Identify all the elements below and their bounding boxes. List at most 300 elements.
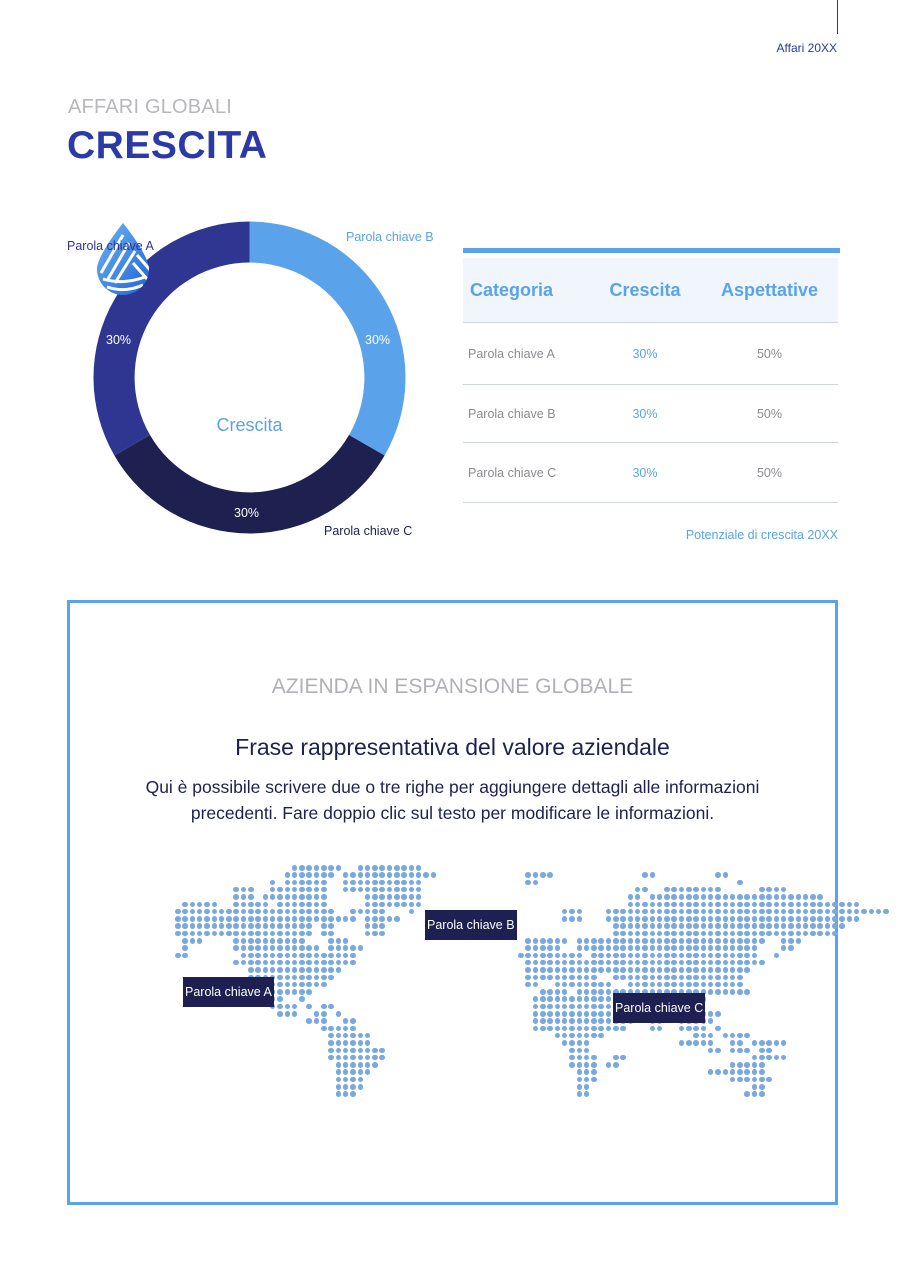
map-dot bbox=[401, 865, 407, 871]
map-dot bbox=[657, 975, 663, 981]
map-dot bbox=[431, 872, 437, 878]
map-dot bbox=[620, 916, 626, 922]
map-dot bbox=[569, 1026, 575, 1032]
map-dot bbox=[277, 945, 283, 951]
map-dot bbox=[277, 887, 283, 893]
map-label-c: Parola chiave C bbox=[613, 993, 705, 1023]
map-dot bbox=[197, 938, 203, 944]
map-dot bbox=[759, 931, 765, 937]
map-dot bbox=[584, 1018, 590, 1024]
map-dot bbox=[248, 902, 254, 908]
map-dot bbox=[752, 1069, 758, 1075]
map-dot bbox=[226, 931, 232, 937]
map-dot bbox=[306, 887, 312, 893]
map-dot bbox=[598, 1004, 604, 1010]
map-dot bbox=[277, 975, 283, 981]
map-dot bbox=[416, 894, 422, 900]
map-dot bbox=[328, 872, 334, 878]
map-dot bbox=[839, 916, 845, 922]
map-dot bbox=[328, 931, 334, 937]
map-dot bbox=[533, 953, 539, 959]
map-dot bbox=[336, 1055, 342, 1061]
map-dot bbox=[744, 960, 750, 966]
map-dot bbox=[562, 1040, 568, 1046]
map-dot bbox=[255, 902, 261, 908]
map-dot bbox=[285, 931, 291, 937]
map-dot bbox=[832, 902, 838, 908]
map-dot bbox=[817, 894, 823, 900]
map-dot bbox=[321, 872, 327, 878]
map-dot bbox=[832, 923, 838, 929]
map-dot bbox=[708, 945, 714, 951]
map-dot bbox=[336, 1084, 342, 1090]
map-dot bbox=[693, 1026, 699, 1032]
map-dot bbox=[336, 916, 342, 922]
map-dot bbox=[328, 1040, 334, 1046]
map-dot bbox=[635, 902, 641, 908]
map-dot bbox=[299, 996, 305, 1002]
map-dot bbox=[796, 902, 802, 908]
map-dot bbox=[270, 938, 276, 944]
map-dot bbox=[635, 953, 641, 959]
map-dot bbox=[248, 887, 254, 893]
map-dot bbox=[584, 1040, 590, 1046]
map-dot bbox=[781, 887, 787, 893]
map-dot bbox=[584, 938, 590, 944]
map-dot bbox=[569, 916, 575, 922]
map-dot bbox=[803, 916, 809, 922]
map-dot bbox=[642, 931, 648, 937]
map-dot bbox=[533, 880, 539, 886]
map-dot bbox=[314, 909, 320, 915]
map-dot bbox=[737, 880, 743, 886]
header-rule bbox=[837, 0, 838, 34]
map-dot bbox=[577, 1062, 583, 1068]
map-dot bbox=[693, 967, 699, 973]
map-dot bbox=[628, 967, 634, 973]
map-dot bbox=[686, 1040, 692, 1046]
map-dot bbox=[752, 953, 758, 959]
map-dot bbox=[650, 931, 656, 937]
map-dot bbox=[606, 945, 612, 951]
map-dot bbox=[336, 938, 342, 944]
map-dot bbox=[540, 953, 546, 959]
table-cell-categoria: Parola chiave C bbox=[468, 465, 557, 480]
map-dot bbox=[635, 967, 641, 973]
map-dot bbox=[562, 989, 568, 995]
map-dot bbox=[744, 1062, 750, 1068]
map-dot bbox=[190, 909, 196, 915]
map-dot bbox=[591, 1018, 597, 1024]
map-dot bbox=[569, 1062, 575, 1068]
map-dot bbox=[299, 923, 305, 929]
map-dot bbox=[664, 931, 670, 937]
map-dot bbox=[591, 1077, 597, 1083]
map-dot bbox=[759, 1084, 765, 1090]
map-dot bbox=[759, 887, 765, 893]
map-dot bbox=[679, 953, 685, 959]
map-dot bbox=[343, 1026, 349, 1032]
map-dot bbox=[577, 1048, 583, 1054]
map-dot bbox=[759, 894, 765, 900]
map-dot bbox=[598, 1018, 604, 1024]
map-dot bbox=[730, 1048, 736, 1054]
map-dot bbox=[343, 880, 349, 886]
map-dot bbox=[321, 1026, 327, 1032]
map-dot bbox=[650, 902, 656, 908]
map-dot bbox=[591, 975, 597, 981]
map-dot bbox=[701, 909, 707, 915]
map-dot bbox=[350, 880, 356, 886]
map-dot bbox=[723, 1033, 729, 1039]
map-dot bbox=[299, 931, 305, 937]
map-dot bbox=[562, 982, 568, 988]
map-dot bbox=[525, 880, 531, 886]
map-dot bbox=[233, 902, 239, 908]
map-dot bbox=[540, 975, 546, 981]
map-dot bbox=[321, 1018, 327, 1024]
map-dot bbox=[701, 931, 707, 937]
map-dot bbox=[379, 931, 385, 937]
map-dot bbox=[693, 923, 699, 929]
map-dot bbox=[620, 923, 626, 929]
map-dot bbox=[190, 931, 196, 937]
map-dot bbox=[737, 1048, 743, 1054]
map-dot bbox=[825, 923, 831, 929]
map-dot bbox=[277, 909, 283, 915]
map-dot bbox=[292, 982, 298, 988]
map-dot bbox=[817, 931, 823, 937]
map-dot bbox=[306, 872, 312, 878]
map-dot bbox=[854, 909, 860, 915]
map-dot bbox=[774, 894, 780, 900]
map-dot bbox=[744, 1091, 750, 1097]
map-dot bbox=[540, 1011, 546, 1017]
map-dot bbox=[547, 938, 553, 944]
map-dot bbox=[679, 975, 685, 981]
map-dot bbox=[212, 909, 218, 915]
map-dot bbox=[241, 938, 247, 944]
map-dot bbox=[336, 1026, 342, 1032]
map-dot bbox=[657, 938, 663, 944]
map-dot bbox=[270, 894, 276, 900]
map-dot bbox=[796, 938, 802, 944]
map-dot bbox=[796, 916, 802, 922]
map-dot bbox=[628, 982, 634, 988]
map-dot bbox=[569, 1055, 575, 1061]
map-dot bbox=[372, 1062, 378, 1068]
map-dot bbox=[285, 967, 291, 973]
map-dot bbox=[620, 953, 626, 959]
map-dot bbox=[299, 989, 305, 995]
map-dot bbox=[255, 931, 261, 937]
map-dot bbox=[255, 938, 261, 944]
map-dot bbox=[204, 909, 210, 915]
map-dot bbox=[569, 1004, 575, 1010]
map-dot bbox=[584, 945, 590, 951]
map-dot bbox=[328, 975, 334, 981]
map-dot bbox=[299, 975, 305, 981]
map-dot bbox=[379, 909, 385, 915]
map-dot bbox=[774, 887, 780, 893]
map-dot bbox=[752, 923, 758, 929]
map-dot bbox=[847, 916, 853, 922]
map-dot bbox=[394, 872, 400, 878]
map-dot bbox=[774, 953, 780, 959]
map-dot bbox=[664, 894, 670, 900]
map-dot bbox=[577, 1084, 583, 1090]
map-dot bbox=[540, 989, 546, 995]
map-dot bbox=[533, 967, 539, 973]
map-dot bbox=[336, 945, 342, 951]
map-dot bbox=[577, 953, 583, 959]
map-dot bbox=[226, 916, 232, 922]
map-dot bbox=[577, 1011, 583, 1017]
map-dot bbox=[708, 975, 714, 981]
map-dot bbox=[175, 923, 181, 929]
map-dot bbox=[737, 975, 743, 981]
map-dot bbox=[569, 960, 575, 966]
map-dot bbox=[555, 1033, 561, 1039]
map-dot bbox=[584, 1026, 590, 1032]
map-dot bbox=[263, 894, 269, 900]
map-dot bbox=[650, 960, 656, 966]
map-dot bbox=[387, 902, 393, 908]
map-dot bbox=[613, 960, 619, 966]
map-dot bbox=[701, 1040, 707, 1046]
map-dot bbox=[606, 989, 612, 995]
map-dot bbox=[701, 960, 707, 966]
map-dot bbox=[693, 938, 699, 944]
map-dot bbox=[759, 1048, 765, 1054]
map-dot bbox=[730, 945, 736, 951]
map-dot bbox=[277, 953, 283, 959]
map-dot bbox=[285, 1011, 291, 1017]
map-dot bbox=[591, 989, 597, 995]
map-dot bbox=[686, 909, 692, 915]
map-dot bbox=[752, 916, 758, 922]
map-dot bbox=[664, 960, 670, 966]
map-dot bbox=[598, 1033, 604, 1039]
map-dot bbox=[657, 1026, 663, 1032]
table-cell-aspettative: 50% bbox=[756, 406, 783, 421]
water-drop-logo-icon bbox=[93, 221, 153, 297]
map-dot bbox=[562, 960, 568, 966]
map-dot bbox=[715, 960, 721, 966]
map-dot bbox=[577, 975, 583, 981]
map-dot bbox=[285, 923, 291, 929]
map-dot bbox=[562, 1004, 568, 1010]
map-dot bbox=[241, 916, 247, 922]
map-dot bbox=[226, 923, 232, 929]
map-dot bbox=[562, 938, 568, 944]
map-dot bbox=[321, 902, 327, 908]
map-dot bbox=[635, 982, 641, 988]
map-dot bbox=[277, 989, 283, 995]
map-dot bbox=[737, 938, 743, 944]
map-dot bbox=[591, 967, 597, 973]
map-dot bbox=[562, 1011, 568, 1017]
map-dot bbox=[613, 923, 619, 929]
map-dot bbox=[606, 1062, 612, 1068]
map-dot bbox=[708, 923, 714, 929]
map-dot bbox=[190, 902, 196, 908]
map-dot bbox=[679, 923, 685, 929]
map-dot bbox=[613, 953, 619, 959]
map-dot bbox=[635, 975, 641, 981]
map-dot bbox=[299, 902, 305, 908]
map-dot bbox=[730, 938, 736, 944]
map-dot bbox=[708, 909, 714, 915]
map-dot bbox=[233, 938, 239, 944]
map-dot bbox=[701, 887, 707, 893]
map-dot bbox=[555, 989, 561, 995]
map-dot bbox=[365, 923, 371, 929]
map-dot bbox=[387, 865, 393, 871]
map-dot bbox=[701, 975, 707, 981]
map-dot bbox=[628, 909, 634, 915]
map-dot bbox=[416, 872, 422, 878]
map-dot bbox=[737, 967, 743, 973]
map-dot bbox=[737, 1077, 743, 1083]
map-dot bbox=[306, 880, 312, 886]
map-dot bbox=[555, 938, 561, 944]
map-dot bbox=[708, 931, 714, 937]
map-dot bbox=[248, 945, 254, 951]
map-dot bbox=[737, 989, 743, 995]
map-dot bbox=[343, 945, 349, 951]
map-dot bbox=[401, 872, 407, 878]
map-dot bbox=[328, 923, 334, 929]
map-dot bbox=[810, 923, 816, 929]
map-dot bbox=[182, 931, 188, 937]
map-dot bbox=[350, 909, 356, 915]
map-dot bbox=[679, 916, 685, 922]
map-dot bbox=[657, 902, 663, 908]
map-dot bbox=[584, 1048, 590, 1054]
map-dot bbox=[635, 945, 641, 951]
map-dot bbox=[642, 975, 648, 981]
map-dot bbox=[306, 989, 312, 995]
map-dot bbox=[752, 1055, 758, 1061]
map-dot bbox=[336, 1062, 342, 1068]
map-dot bbox=[358, 1033, 364, 1039]
map-dot bbox=[197, 902, 203, 908]
map-dot bbox=[598, 989, 604, 995]
map-dot bbox=[569, 982, 575, 988]
map-dot bbox=[204, 931, 210, 937]
map-dot bbox=[671, 909, 677, 915]
map-dot bbox=[744, 938, 750, 944]
map-dot bbox=[343, 1048, 349, 1054]
map-dot bbox=[577, 996, 583, 1002]
map-dot bbox=[693, 931, 699, 937]
map-dot bbox=[723, 902, 729, 908]
map-dot bbox=[730, 923, 736, 929]
map-dot bbox=[569, 953, 575, 959]
map-dot bbox=[708, 953, 714, 959]
map-dot bbox=[774, 923, 780, 929]
map-dot bbox=[343, 938, 349, 944]
map-dot bbox=[781, 894, 787, 900]
map-dot bbox=[693, 916, 699, 922]
map-dot bbox=[606, 1004, 612, 1010]
map-dot bbox=[285, 938, 291, 944]
map-dot bbox=[292, 945, 298, 951]
map-dot bbox=[708, 982, 714, 988]
donut-label-b: Parola chiave B bbox=[346, 230, 434, 244]
map-dot bbox=[723, 982, 729, 988]
map-dot bbox=[679, 1040, 685, 1046]
map-dot bbox=[671, 967, 677, 973]
map-dot bbox=[569, 1040, 575, 1046]
map-dot bbox=[701, 982, 707, 988]
map-dot bbox=[533, 1026, 539, 1032]
map-dot bbox=[752, 1091, 758, 1097]
table-cell-categoria: Parola chiave A bbox=[468, 346, 555, 361]
map-dot bbox=[358, 1062, 364, 1068]
map-dot bbox=[854, 902, 860, 908]
map-dot bbox=[306, 909, 312, 915]
map-dot bbox=[701, 923, 707, 929]
map-dot bbox=[664, 938, 670, 944]
map-dot bbox=[525, 945, 531, 951]
map-dot bbox=[306, 894, 312, 900]
map-dot bbox=[715, 967, 721, 973]
map-dot bbox=[679, 967, 685, 973]
map-dot bbox=[752, 938, 758, 944]
map-dot bbox=[350, 960, 356, 966]
map-dot bbox=[372, 931, 378, 937]
map-dot bbox=[409, 894, 415, 900]
map-dot bbox=[737, 923, 743, 929]
map-dot bbox=[781, 938, 787, 944]
map-dot bbox=[817, 923, 823, 929]
map-dot bbox=[518, 953, 524, 959]
map-dot bbox=[175, 953, 181, 959]
map-dot bbox=[270, 916, 276, 922]
map-dot bbox=[744, 923, 750, 929]
map-dot bbox=[781, 923, 787, 929]
map-dot bbox=[686, 923, 692, 929]
map-dot bbox=[350, 1033, 356, 1039]
map-dot bbox=[606, 953, 612, 959]
map-dot bbox=[737, 1033, 743, 1039]
map-dot bbox=[533, 945, 539, 951]
map-dot bbox=[715, 887, 721, 893]
map-dot bbox=[263, 938, 269, 944]
map-dot bbox=[263, 960, 269, 966]
map-dot bbox=[292, 887, 298, 893]
map-dot bbox=[715, 931, 721, 937]
map-dot bbox=[321, 887, 327, 893]
map-dot bbox=[306, 975, 312, 981]
map-dot bbox=[365, 916, 371, 922]
map-dot bbox=[182, 938, 188, 944]
map-dot bbox=[212, 916, 218, 922]
map-dot bbox=[715, 872, 721, 878]
map-dot bbox=[277, 894, 283, 900]
map-dot bbox=[686, 1026, 692, 1032]
map-dot bbox=[285, 960, 291, 966]
map-dot bbox=[321, 880, 327, 886]
map-dot bbox=[577, 1026, 583, 1032]
map-dot bbox=[387, 887, 393, 893]
map-dot bbox=[810, 894, 816, 900]
map-dot bbox=[606, 1026, 612, 1032]
map-dot bbox=[233, 960, 239, 966]
table-row bbox=[463, 323, 838, 385]
